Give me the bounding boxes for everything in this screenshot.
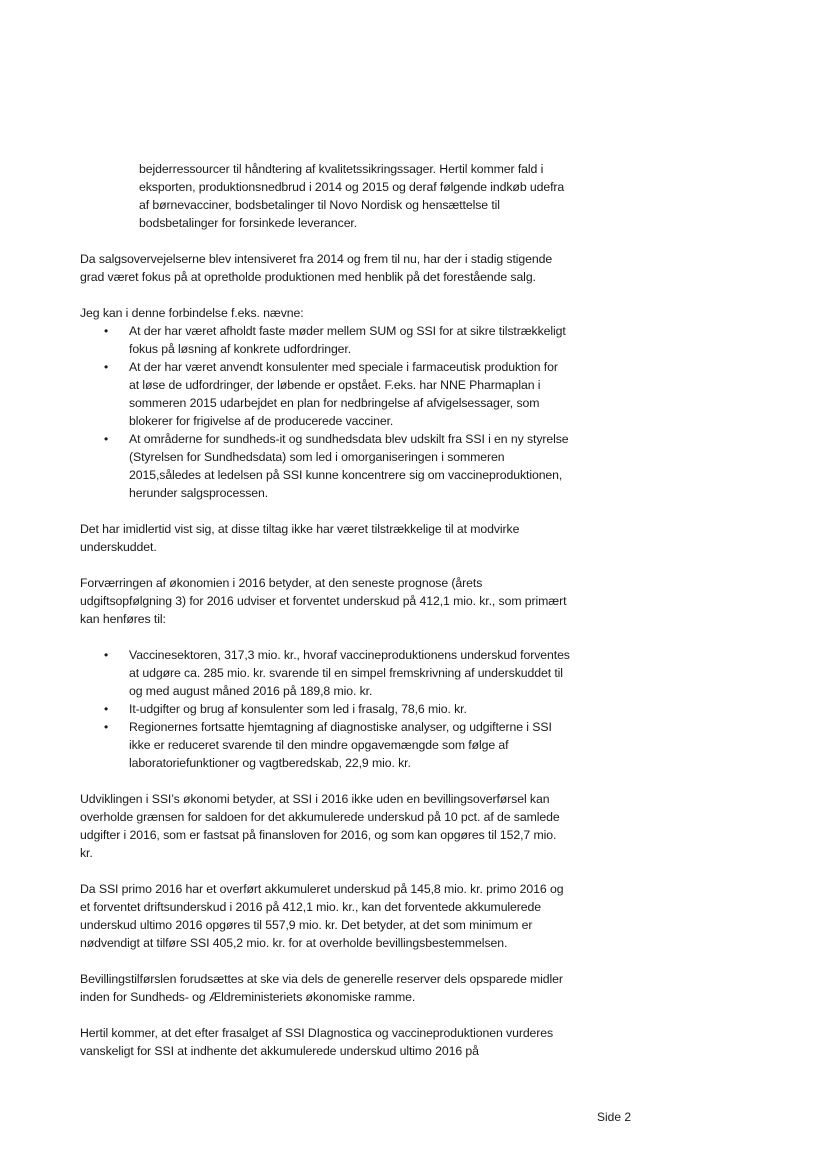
paragraph-accumulated-deficit: Da SSI primo 2016 har et overført akkumuleret underskud på 145,8 mio. kr. primo 2016 og et forventet driftsunderskud i 2016 på 412,1 mio. kr., kan det forventede akkumulerede underskud ultimo 2016 opgøres til 557,9 mio. kr. Det betyder, at det som minimum er nødvendigt at tilføre SSI 405,2 mio. kr. for at overholde bevillingsbestemmelsen.: [80, 882, 564, 950]
list-item: [80, 322, 570, 358]
list-item-text: At der har været anvendt konsulenter med speciale i farmaceutisk produktion for at løse de udfordringer, der løbende er opstået. F.eks. har NNE Pharmaplan i sommeren 2015 udarbejdet en plan for nedbringelse af afvigelsessager, som blokerer for frigivelse af de producerede vacciner.: [129, 360, 558, 428]
paragraph-after-sale: Hertil kommer, at det efter frasalget af SSI DIagnostica og vaccineproduktionen vurderes vanskeligt for SSI at indhente det akkumulerede underskud ultimo 2016 på: [80, 1026, 554, 1058]
deficit-causes-list: [80, 646, 570, 772]
list-item: [80, 646, 570, 700]
paragraph-sales-focus: Da salgsovervejelserne blev intensiveret fra 2014 og frem til nu, har der i stadig stigende grad været fokus på at opretholde produktionen med henblik på det forestående salg.: [80, 252, 553, 284]
bullet-icon: •: [104, 432, 109, 446]
document-body: [80, 160, 570, 1060]
list-item: [80, 700, 570, 718]
list-item: [80, 358, 570, 430]
list-item-text: Regionernes fortsatte hjemtagning af diagnostiske analyser, og udgifterne i SSI ikke er reduceret svarende til den mindre opgavemængde som følge af laboratoriefunktioner og vagtberedskab, 22,9 mio. kr.: [129, 720, 552, 770]
bullet-icon: •: [104, 648, 109, 662]
page-number: Side 2: [597, 1110, 632, 1124]
paragraph-funding: Bevillingstilførslen forudsættes at ske via dels de generelle reserver dels opsparede midler inden for Sundheds- og Ældreministeriets økonomiske ramme.: [80, 972, 563, 1004]
continuation-paragraph: bejderressourcer til håndtering af kvalitetssikringssager. Hertil kommer fald i eksporten, produktionsnedbrud i 2014 og 2015 og deraf følgende indkøb udefra af børnevacciner, bodsbetalinger til Novo Nordisk og hensættelse til bodsbetalinger for forsinkede leverancer.: [139, 162, 565, 230]
bullet-icon: •: [104, 324, 109, 338]
paragraph-list-intro: Jeg kan i denne forbindelse f.eks. nævne:: [80, 306, 304, 320]
list-item-text: Vaccinesektoren, 317,3 mio. kr., hvoraf vaccineproduktionens underskud forventes at udgøre ca. 285 mio. kr. svarende til en simpel fremskrivning af underskuddet til og med august måned 2016 på 189,8 mio. kr.: [129, 648, 570, 698]
paragraph-insufficient: Det har imidlertid vist sig, at disse tiltag ikke har været tilstrækkelige til at modvirke underskuddet.: [80, 522, 520, 554]
list-item: [80, 430, 570, 502]
bullet-icon: •: [104, 720, 109, 734]
initiatives-list: [80, 322, 570, 502]
list-item: [80, 718, 570, 772]
bullet-icon: •: [104, 360, 109, 374]
list-item-text: At områderne for sundheds-it og sundhedsdata blev udskilt fra SSI i en ny styrelse (Styrelsen for Sundhedsdata) som led i omorganiseringen i sommeren 2015,således at ledelsen på SSI kunne koncentrere sig om vaccineproduktionen, herunder salgsprocessen.: [129, 432, 569, 500]
paragraph-forecast: Forværringen af økonomien i 2016 betyder, at den seneste prognose (årets udgiftsopfølgning 3) for 2016 udviser et forventet underskud på 412,1 mio. kr., som primært kan henføres til:: [80, 576, 567, 626]
list-item-text: At der har været afholdt faste møder mellem SUM og SSI for at sikre tilstrækkeligt fokus på løsning af konkrete udfordringer.: [129, 324, 566, 356]
paragraph-development: Udviklingen i SSI’s økonomi betyder, at SSI i 2016 ikke uden en bevillingsoverførsel kan overholde grænsen for saldoen for det akkumulerede underskud på 10 pct. af de samlede udgifter i 2016, som er fastsat på finansloven for 2016, og som kan opgøres til 152,7 mio. kr.: [80, 792, 560, 860]
list-item-text: It-udgifter og brug af konsulenter som led i frasalg, 78,6 mio. kr.: [129, 702, 467, 716]
bullet-icon: •: [104, 702, 109, 716]
